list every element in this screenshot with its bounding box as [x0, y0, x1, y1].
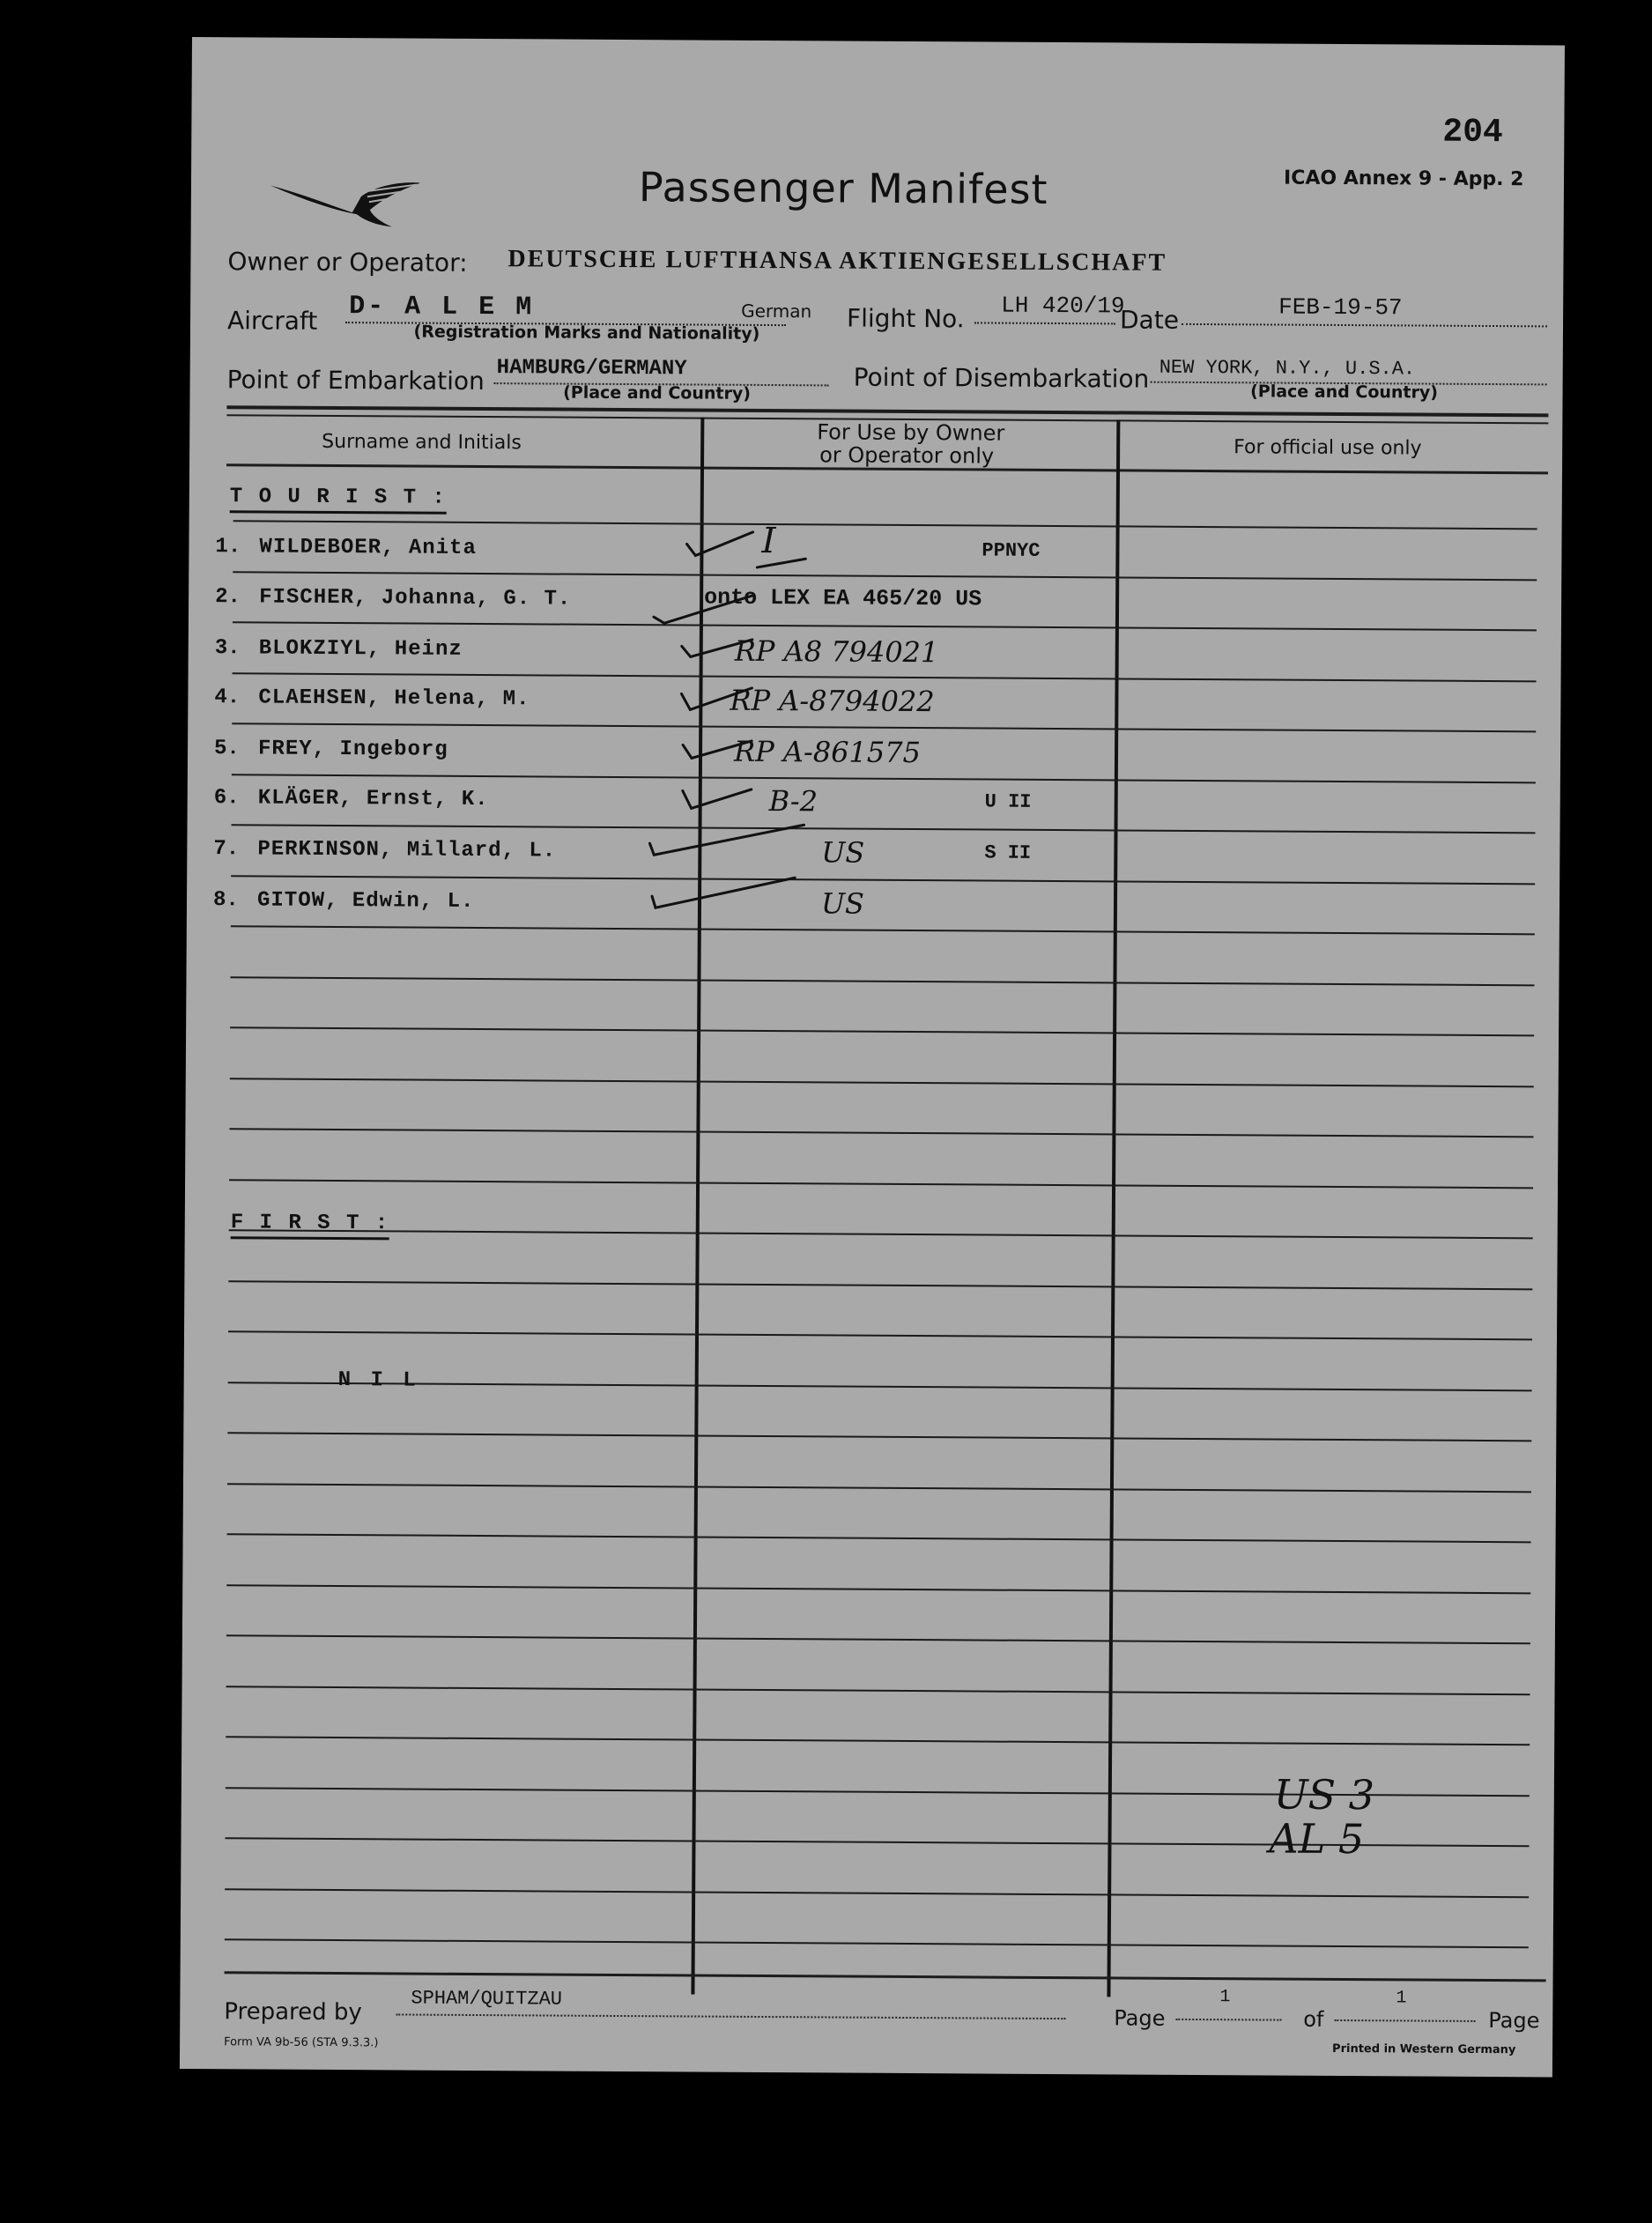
passenger-name: GITOW, Edwin, L.: [256, 888, 475, 914]
passenger-number: 3.: [214, 636, 241, 661]
column-header-surname: Surname and Initials: [322, 430, 522, 455]
check-mark-icon: [652, 877, 795, 908]
aircraft-registration: D- A L E M: [349, 292, 535, 323]
ruled-line: [226, 1634, 1530, 1644]
check-mark-icon: [682, 639, 752, 656]
flight-label: Flight No.: [846, 303, 965, 334]
embarkation-label: Point of Embarkation: [226, 365, 485, 396]
ruled-line: [229, 1229, 1533, 1239]
flight-date: FEB-19-57: [1278, 293, 1403, 322]
owner-value: DEUTSCHE LUFTHANSA AKTIENGESELLSCHAFT: [507, 245, 1167, 277]
disembarkation-value: NEW YORK, N.Y., U.S.A.: [1159, 356, 1416, 381]
page-number: 204: [1442, 113, 1503, 152]
ruled-line: [227, 1432, 1531, 1441]
passenger-name: CLAEHSEN, Helena, M.: [258, 685, 530, 712]
ruled-line: [230, 1026, 1534, 1036]
status-code: PPNYC: [982, 539, 1041, 562]
handwritten-note: US: [820, 886, 865, 921]
passenger-name: FREY, Ingeborg: [257, 737, 448, 762]
passenger-number: 2.: [215, 585, 241, 610]
handwritten-note: RP A8 794021: [734, 634, 939, 670]
of-value: 1: [1396, 1988, 1407, 2009]
ruled-line: [230, 1078, 1534, 1087]
page-line: [1175, 2019, 1281, 2021]
passenger-name: KLÄGER, Ernst, K.: [257, 786, 489, 812]
of-line: [1334, 2019, 1475, 2022]
prepared-by-line: [396, 2013, 1065, 2019]
handwritten-note: US: [821, 835, 865, 870]
passenger-number: 4.: [214, 685, 241, 710]
page-value: 1: [1219, 1987, 1231, 2008]
handwritten-note: onto LEX EA 465/20 US: [704, 584, 982, 612]
aircraft-nationality: German: [741, 300, 812, 322]
check-mark-icon: [683, 740, 752, 758]
passenger-number: 6.: [213, 786, 240, 811]
ruled-line: [227, 1483, 1531, 1493]
footer-rule: [225, 1971, 1546, 1982]
column-header-official: For official use only: [1233, 436, 1422, 460]
printed-in-note: Printed in Western Germany: [1332, 2041, 1516, 2057]
check-marks: [186, 37, 1565, 1014]
page-label: Page: [1114, 2005, 1166, 2031]
first-class-label: F I R S T :: [231, 1211, 390, 1240]
passenger-name: WILDEBOER, Anita: [259, 535, 477, 560]
document-title: Passenger Manifest: [638, 163, 1048, 213]
status-code: S II: [984, 841, 1032, 864]
handwritten-note: RP A-861575: [733, 734, 922, 770]
handwritten-note: RP A-8794022: [730, 683, 935, 719]
check-mark-icon: [686, 531, 752, 555]
passenger-name: BLOKZIYL, Heinz: [258, 636, 463, 662]
date-label: Date: [1119, 305, 1180, 335]
embarkation-value: HAMBURG/GERMANY: [496, 356, 687, 382]
of-label: of: [1303, 2006, 1324, 2032]
form-reference: Form VA 9b-56 (STA 9.3.3.): [224, 2035, 379, 2050]
column-header-owner-line2: or Operator only: [819, 442, 995, 469]
passenger-number: 7.: [213, 837, 240, 862]
ruled-line: [229, 1128, 1533, 1137]
pages-label: Page: [1488, 2008, 1540, 2034]
flight-number: LH 420/19: [1001, 292, 1125, 320]
aircraft-label: Aircraft: [226, 306, 318, 336]
manifest-sheet: [180, 37, 1565, 2077]
annex-reference: ICAO Annex 9 - App. 2: [1283, 167, 1524, 191]
passenger-number: 1.: [215, 535, 241, 559]
ruled-line: [225, 1888, 1529, 1898]
ruled-line: [228, 1330, 1532, 1340]
check-mark-icon: [683, 789, 752, 808]
disembarkation-label: Point of Disembarkation: [853, 362, 1150, 394]
embarkation-caption: (Place and Country): [563, 382, 752, 404]
passenger-number: 5.: [213, 737, 240, 761]
check-mark-icon: [681, 687, 752, 709]
status-code: U II: [984, 790, 1032, 813]
ruled-line: [226, 1584, 1530, 1594]
official-tally-us: US 3: [1273, 1770, 1375, 1819]
aircraft-caption: (Registration Marks and Nationality): [413, 322, 760, 344]
check-mark-icon: [654, 595, 752, 624]
ruled-line: [229, 1179, 1533, 1189]
ruled-line: [228, 1382, 1532, 1391]
tourist-class-label: T O U R I S T :: [230, 485, 447, 515]
ruled-line: [227, 1533, 1531, 1543]
check-mark-icon: [649, 824, 804, 856]
official-tally-al: AL 5: [1269, 1814, 1365, 1864]
passenger-name: PERKINSON, Millard, L.: [257, 837, 557, 863]
passenger-name: FISCHER, Johanna, G. T.: [259, 585, 572, 611]
ruled-line: [226, 1686, 1530, 1695]
owner-label: Owner or Operator:: [227, 247, 468, 278]
disembarkation-caption: (Place and Country): [1250, 382, 1439, 403]
passenger-number: 8.: [212, 888, 239, 913]
ruled-line: [225, 1938, 1529, 1948]
prepared-by-value: SPHAM/QUITZAU: [411, 1987, 563, 2011]
prepared-by-label: Prepared by: [224, 1998, 362, 2027]
ruled-line: [228, 1280, 1532, 1290]
handwritten-note: I: [761, 520, 776, 562]
ruled-line: [226, 1736, 1530, 1745]
handwritten-note: B-2: [768, 784, 819, 819]
first-class-value: N I L: [337, 1368, 419, 1393]
column-header-owner-line1: For Use by Owner: [817, 419, 1005, 446]
